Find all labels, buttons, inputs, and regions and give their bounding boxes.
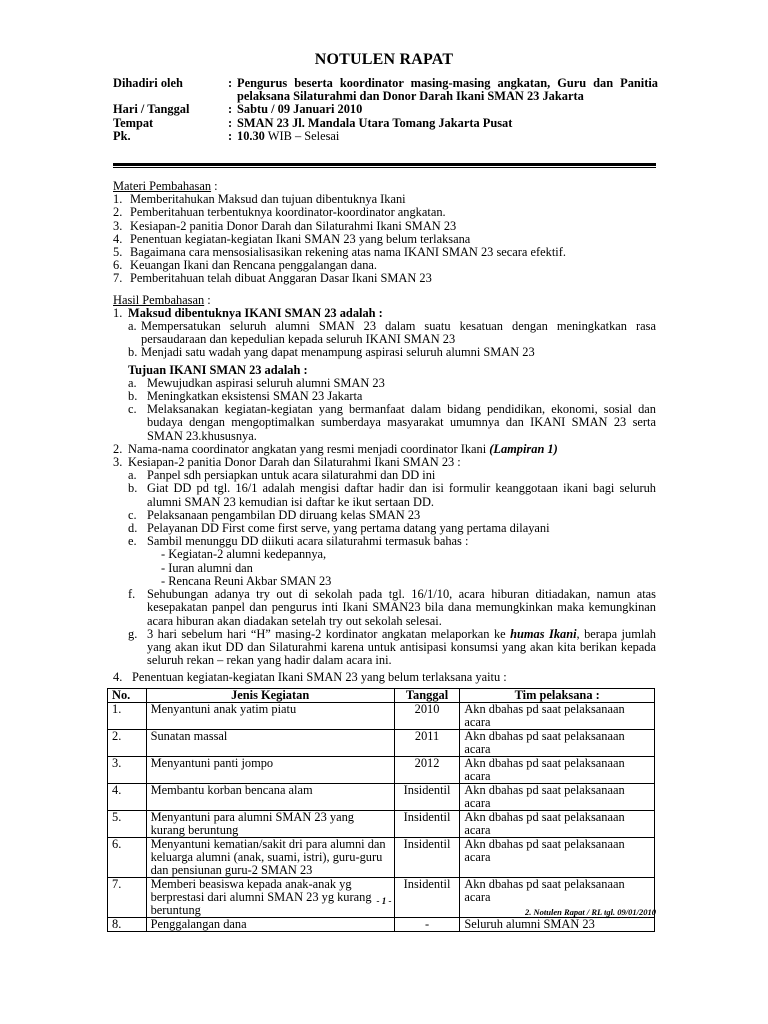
list-letter: e. [128, 534, 137, 549]
table-cell: Menyantuni panti jompo [146, 756, 394, 783]
table-cell: 2011 [394, 729, 460, 756]
table-cell: Insidentil [394, 837, 460, 877]
materi-list [113, 193, 656, 285]
list-text: 3 hari sebelum hari “H” masing-2 kordinator angkatan melaporkan ke [147, 626, 511, 641]
header-row-place [113, 117, 658, 130]
hasil-heading-colon: : [204, 292, 211, 307]
list-item [128, 403, 656, 443]
table-cell: Akn dbahas pd saat pelaksanaan acara [460, 756, 655, 783]
list-text: Pemberitahuan telah dibuat Anggaran Dasar Ikani SMAN 23 [130, 271, 432, 286]
hasil-point-4 [113, 671, 656, 684]
table-cell: Akn dbahas pd saat pelaksanaan acara [460, 837, 655, 877]
time-bold: 10.30 [237, 128, 265, 143]
list-text: Melaksanakan kegiatan-kegiatan yang bermanfaat dalam bidang pendidikan, ekonomi, sosial dan budaya dengan mengoptimalkan sumberdaya masyarakat umumnya dan IKANI SMAN 23 serta SMAN 23.khususnya. [147, 402, 656, 443]
list-number: 2. [113, 205, 123, 220]
table-cell: Penggalangan dana [146, 917, 394, 931]
list-item [128, 588, 656, 628]
list-letter: a. [128, 375, 137, 390]
list-text: Mewujudkan aspirasi seluruh alumni SMAN 23 [147, 375, 385, 390]
list-letter: a. [128, 468, 137, 483]
list-text: Keuangan Ikani dan Rencana penggalangan dana. [130, 258, 378, 273]
table-cell: 3. [108, 756, 147, 783]
table-cell: 2010 [394, 702, 460, 729]
table-header-cell: Tanggal [394, 688, 460, 702]
table-cell: Menyantuni kematian/sakit dri para alumni dan keluarga alumni (anak, suami, istri), guru-guru dan pensiunan guru-2 SMAN 23 [146, 837, 394, 877]
time-rest: WIB – Selesai [264, 128, 340, 143]
point-text: Penentuan kegiatan-kegiatan Ikani SMAN 23 yang belum terlaksana yaitu : [132, 670, 507, 685]
table-header-row [108, 688, 655, 702]
tujuan-title: Tujuan IKANI SMAN 23 adalah : [128, 362, 308, 377]
table-cell: Sunatan massal [146, 729, 394, 756]
materi-heading-colon: : [211, 179, 218, 193]
table-row [108, 783, 655, 810]
list-item [128, 482, 656, 508]
header-row-date [113, 103, 658, 116]
list-number: 1. [113, 305, 123, 320]
header-row-attendees [113, 77, 658, 103]
list-text: Giat DD pd tgl. 16/1 adalah mengisi daftar hadir dan isi formulir keanggotaan ikani bagi seluruh alumni SMAN 23 kemudian isi daftar ke ikut sertaan DD. [147, 481, 656, 509]
table-cell: 8. [108, 917, 147, 931]
list-text: Menjadi satu wadah yang dapat menampung aspirasi seluruh alumni SMAN 23 [141, 345, 535, 360]
table-row [108, 702, 655, 729]
list-item [113, 220, 656, 233]
list-letter: b. [128, 389, 138, 404]
list-text: Bagaimana cara mensosialisasikan rekening atas nama IKANI SMAN 23 secara efektif. [130, 245, 566, 260]
double-rule-divider [113, 163, 656, 168]
list-number: 3. [113, 218, 123, 233]
header-key: Dihadiri oleh [113, 76, 183, 90]
list-letter: a. [128, 319, 137, 334]
list-text-wrap [147, 628, 656, 668]
tujuan-list [113, 377, 656, 443]
dash-item: - Rencana Reuni Akbar SMAN 23 [161, 573, 332, 588]
table-header-cell: No. [108, 688, 147, 702]
list-number: 3. [113, 455, 123, 470]
table-cell: 5. [108, 810, 147, 837]
list-letter: c. [128, 402, 137, 417]
list-text: Pelayanan DD First come first serve, yang pertama datang yang pertama dilayani [147, 521, 550, 536]
header-value: Pengurus beserta koordinator masing-masing angkatan, Guru dan Panitia pelaksana Silaturahmi dan Donor Darah Ikani SMAN 23 Jakarta [237, 76, 658, 104]
hasil-section [113, 294, 656, 932]
list-text: Pemberitahuan terbentuknya koordinator-koordinator angkatan. [130, 205, 446, 220]
lampiran-ref: (Lampiran 1) [489, 441, 558, 456]
point-text: Nama-nama coordinator angkatan yang resmi menjadi coordinator Ikani [128, 441, 490, 456]
table-row [108, 810, 655, 837]
table-cell: Akn dbahas pd saat pelaksanaan acara [460, 729, 655, 756]
table-cell: Insidentil [394, 810, 460, 837]
hasil-heading: Hasil Pembahasan [113, 292, 205, 307]
table-header-cell: Jenis Kegiatan [146, 688, 394, 702]
list-text: Sambil menunggu DD diikuti acara silaturahmi termasuk bahas : [147, 534, 469, 549]
table-cell: Akn dbahas pd saat pelaksanaan acara [460, 702, 655, 729]
table-cell: Akn dbahas pd saat pelaksanaan acara [460, 783, 655, 810]
document-title: NOTULEN RAPAT [314, 51, 454, 68]
table-cell: Seluruh alumni SMAN 23 [460, 917, 655, 931]
list-letter: b. [128, 481, 138, 496]
table-cell: Insidentil [394, 877, 460, 917]
header-key: Tempat [113, 115, 154, 130]
header-colon: : [228, 115, 233, 130]
table-row [108, 837, 655, 877]
page-number: - 1 - [376, 896, 392, 906]
list-text: Pelaksanaan pengambilan DD diruang kelas SMAN 23 [147, 507, 421, 522]
list-text: Memberitahukan Maksud dan tujuan dibentuknya Ikani [130, 192, 406, 207]
list-number: 4. [113, 670, 123, 685]
list-number: 6. [113, 258, 123, 273]
header-key: Pk. [113, 128, 131, 143]
list-text: Meningkatkan eksistensi SMAN 23 Jakarta [147, 389, 363, 404]
header-value [237, 130, 658, 143]
table-row [108, 756, 655, 783]
table-cell: Akn dbahas pd saat pelaksanaan acara [460, 877, 655, 917]
table-cell: Akn dbahas pd saat pelaksanaan acara [460, 810, 655, 837]
header-colon: : [228, 128, 233, 143]
table-row [108, 729, 655, 756]
list-text: Penentuan kegiatan-kegiatan Ikani SMAN 23 yang belum terlaksana [130, 231, 471, 246]
list-number: 4. [113, 231, 123, 246]
list-letter: b. [128, 345, 138, 360]
table-cell: Membantu korban bencana alam [146, 783, 394, 810]
kesiapan-list [113, 469, 656, 667]
meeting-header [113, 77, 658, 143]
list-text: Kesiapan-2 panitia Donor Darah dan Silaturahmi Ikani SMAN 23 [130, 218, 457, 233]
list-number: 2. [113, 441, 123, 456]
list-item [128, 628, 656, 668]
list-letter: d. [128, 521, 138, 536]
list-text: Mempersatukan seluruh alumni SMAN 23 dalam suatu kesatuan dengan meningkatkan rasa persaudaraan dan kepedulian kepada seluruh IKANI SMAN 23 [141, 319, 656, 347]
table-cell: Memberi beasiswa kepada anak-anak yg berprestasi dari alumni SMAN 23 yg kurang beruntung [146, 877, 394, 917]
table-cell: Insidentil [394, 783, 460, 810]
table-cell: Menyantuni anak yatim piatu [146, 702, 394, 729]
table-cell: 7. [108, 877, 147, 917]
materi-heading: Materi Pembahasan [113, 179, 212, 193]
header-value: Sabtu / 09 Januari 2010 [237, 102, 363, 117]
list-number: 7. [113, 271, 123, 286]
point-text: Kesiapan-2 panitia Donor Darah dan Silaturahmi Ikani SMAN 23 : [128, 455, 461, 470]
footer-reference: 2. Notulen Rapat / RL tgl. 09/01/2010 [525, 907, 656, 917]
table-cell: 1. [108, 702, 147, 729]
list-letter: c. [128, 507, 137, 522]
humas-emphasis: humas Ikani [510, 626, 577, 641]
list-item [113, 206, 656, 219]
maksud-list [113, 320, 656, 360]
table-cell: - [394, 917, 460, 931]
list-letter: f. [128, 587, 136, 602]
list-number: 1. [113, 192, 123, 207]
table-header-cell: Tim pelaksana : [460, 688, 655, 702]
list-item [128, 320, 656, 346]
table-cell: 4. [108, 783, 147, 810]
table-cell: 2. [108, 729, 147, 756]
list-text: Sehubungan adanya try out di sekolah pada tgl. 16/1/10, acara hiburan ditiadakan, namun atas kesepakatan panpel dan pengurus inti Ikani SMAN23 bila dana memungkinkan maka kemungkinan acara hiburan akan diadakan setelah try out sekolah selesai. [147, 587, 656, 628]
dash-item: - Iuran alumni dan [161, 560, 253, 575]
header-colon: : [228, 76, 233, 90]
list-number: 5. [113, 245, 123, 260]
header-colon: : [228, 102, 233, 117]
table-cell: 6. [108, 837, 147, 877]
list-text: , berapa jumlah yang akan ikut DD dan Silaturahmi karena untuk antisipasi konsumsi yang akan kita berikan kepada seluruh rekan – rekan yang hadir dalam acara ini. [147, 626, 656, 668]
list-letter: g. [128, 626, 138, 641]
point-title: Maksud dibentuknya IKANI SMAN 23 adalah : [128, 305, 383, 320]
table-cell: Menyantuni para alumni SMAN 23 yang kurang beruntung [146, 810, 394, 837]
header-key: Hari / Tanggal [113, 102, 190, 117]
list-item [128, 346, 656, 359]
materi-section [113, 180, 656, 286]
header-value: SMAN 23 Jl. Mandala Utara Tomang Jakarta Pusat [237, 115, 513, 130]
table-cell: 2012 [394, 756, 460, 783]
header-row-time [113, 130, 658, 143]
dash-item: - Kegiatan-2 alumni kedepannya, [161, 547, 327, 562]
list-text: Panpel sdh persiapkan untuk acara silaturahmi dan DD ini [147, 468, 436, 483]
document-body [113, 180, 656, 932]
list-item [113, 272, 656, 285]
